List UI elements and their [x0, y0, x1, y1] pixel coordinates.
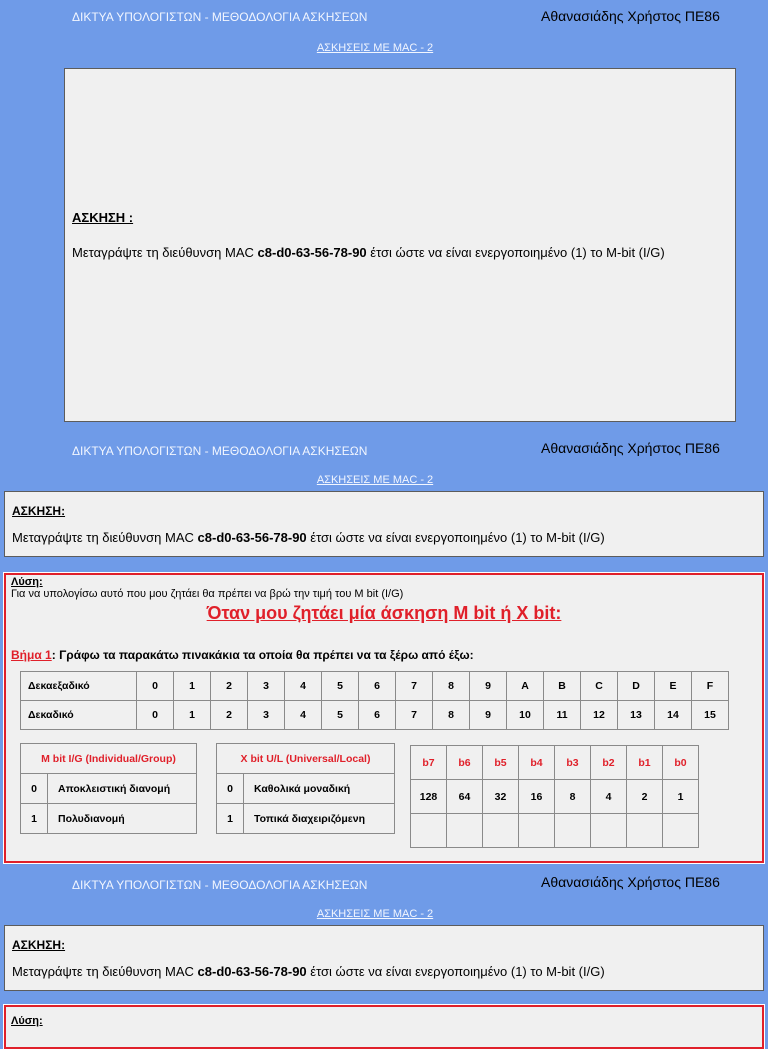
decimal-cell: 1 — [174, 701, 211, 730]
solution-label: Λύση: — [11, 1015, 43, 1027]
bit-weight: 4 — [591, 780, 627, 814]
bit-position: b5 — [483, 746, 519, 780]
course-title: ΔΙΚΤΥΑ ΥΠΟΛΟΓΙΣΤΩΝ - ΜΕΘΟΔΟΛΟΓΙΑ ΑΣΚΗΣΕΩΝ — [72, 444, 368, 458]
x-bit-meaning: Καθολικά μοναδική — [244, 774, 395, 804]
slide-1 — [0, 0, 768, 430]
m-bit-table — [20, 743, 197, 834]
mac-address: c8-d0-63-56-78-90 — [197, 964, 307, 979]
exercise-text-after: έτσι ώστε να είναι ενεργοποιημένο (1) το M-bit (I/G) — [306, 964, 605, 979]
slide-2 — [0, 432, 768, 866]
slide-subtitle: ΑΣΚΗΣΕΙΣ ΜΕ MAC - 2 — [316, 474, 434, 486]
author-name: Αθανασιάδης Χρήστος ΠΕ86 — [541, 874, 720, 890]
bit-position-row — [411, 746, 699, 780]
empty-cell — [555, 814, 591, 848]
solution-intro: Για να υπολογίσω αυτό που μου ζητάει θα πρέπει να βρώ την τιμή του M bit (I/G) — [11, 588, 404, 600]
bit-position: b6 — [447, 746, 483, 780]
empty-cell — [627, 814, 663, 848]
decimal-cell: 15 — [692, 701, 729, 730]
x-bit-value: 1 — [217, 804, 244, 834]
bit-weight: 2 — [627, 780, 663, 814]
bit-weight-table — [410, 745, 699, 848]
m-bit-meaning: Αποκλειστική διανομή — [48, 774, 197, 804]
m-bit-row — [21, 804, 197, 834]
solution-card — [4, 1005, 764, 1049]
hex-row-label: Δεκαεξαδικό — [21, 672, 137, 701]
decimal-row-label: Δεκαδικό — [21, 701, 137, 730]
x-bit-meaning: Τοπικά διαχειριζόμενη — [244, 804, 395, 834]
m-bit-value: 1 — [21, 804, 48, 834]
step-number: Βήμα 1 — [11, 648, 52, 662]
decimal-cell: 5 — [322, 701, 359, 730]
empty-cell — [483, 814, 519, 848]
step-1 — [11, 648, 474, 662]
hex-row — [21, 672, 729, 701]
slide-subtitle: ΑΣΚΗΣΕΙΣ ΜΕ MAC - 2 — [316, 908, 434, 920]
exercise-title: ΑΣΚΗΣΗ: — [12, 938, 66, 952]
decimal-cell: 14 — [655, 701, 692, 730]
exercise-text — [12, 530, 605, 545]
course-title: ΔΙΚΤΥΑ ΥΠΟΛΟΓΙΣΤΩΝ - ΜΕΘΟΔΟΛΟΓΙΑ ΑΣΚΗΣΕΩΝ — [72, 10, 368, 24]
m-bit-row — [21, 774, 197, 804]
author-name: Αθανασιάδης Χρήστος ΠΕ86 — [541, 440, 720, 456]
hex-cell: B — [544, 672, 581, 701]
x-bit-header-row — [217, 744, 395, 774]
bit-weight: 1 — [663, 780, 699, 814]
decimal-cell: 13 — [618, 701, 655, 730]
x-bit-value: 0 — [217, 774, 244, 804]
bit-weight-row — [411, 780, 699, 814]
exercise-card — [4, 491, 764, 557]
empty-cell — [447, 814, 483, 848]
bit-position: b1 — [627, 746, 663, 780]
exercise-card — [4, 925, 764, 991]
hex-cell: 5 — [322, 672, 359, 701]
decimal-cell: 3 — [248, 701, 285, 730]
m-bit-header-row — [21, 744, 197, 774]
bit-position: b0 — [663, 746, 699, 780]
exercise-title: ΑΣΚΗΣΗ : — [72, 210, 134, 225]
bit-weight: 128 — [411, 780, 447, 814]
slide-subtitle: ΑΣΚΗΣΕΙΣ ΜΕ MAC - 2 — [316, 42, 434, 54]
author-name: Αθανασιάδης Χρήστος ΠΕ86 — [541, 8, 720, 24]
exercise-text — [72, 244, 728, 261]
hex-cell: 9 — [470, 672, 507, 701]
exercise-card — [64, 68, 736, 422]
hex-cell: 7 — [396, 672, 433, 701]
decimal-cell: 11 — [544, 701, 581, 730]
empty-cell — [519, 814, 555, 848]
exercise-text — [12, 964, 605, 979]
x-bit-row — [217, 804, 395, 834]
solution-label: Λύση: — [11, 576, 43, 588]
bit-position: b4 — [519, 746, 555, 780]
hex-cell: C — [581, 672, 618, 701]
mac-address: c8-d0-63-56-78-90 — [197, 530, 307, 545]
hex-cell: 2 — [211, 672, 248, 701]
empty-cell — [411, 814, 447, 848]
bit-weight: 64 — [447, 780, 483, 814]
bit-weight: 32 — [483, 780, 519, 814]
hex-cell: 4 — [285, 672, 322, 701]
bit-position: b3 — [555, 746, 591, 780]
decimal-row — [21, 701, 729, 730]
x-bit-table — [216, 743, 395, 834]
decimal-cell: 0 — [137, 701, 174, 730]
exercise-title: ΑΣΚΗΣΗ: — [12, 504, 66, 518]
bit-position: b7 — [411, 746, 447, 780]
hex-cell: 3 — [248, 672, 285, 701]
decimal-cell: 4 — [285, 701, 322, 730]
decimal-cell: 2 — [211, 701, 248, 730]
decimal-cell: 6 — [359, 701, 396, 730]
exercise-text-after: έτσι ώστε να είναι ενεργοποιημένο (1) το M-bit (I/G) — [306, 530, 605, 545]
decimal-cell: 8 — [433, 701, 470, 730]
exercise-text-before: Μεταγράψτε τη διεύθυνση MAC — [12, 964, 198, 979]
course-title: ΔΙΚΤΥΑ ΥΠΟΛΟΓΙΣΤΩΝ - ΜΕΘΟΔΟΛΟΓΙΑ ΑΣΚΗΣΕΩΝ — [72, 878, 368, 892]
decimal-cell: 12 — [581, 701, 618, 730]
empty-cell — [591, 814, 627, 848]
m-bit-meaning: Πολυδιανομή — [48, 804, 197, 834]
hex-cell: D — [618, 672, 655, 701]
decimal-cell: 9 — [470, 701, 507, 730]
exercise-text-before: Μεταγράψτε τη διεύθυνση MAC — [12, 530, 198, 545]
step-text: : Γράφω τα παρακάτω πινακάκια τα οποία θα πρέπει να τα ξέρω από έξω: — [51, 648, 474, 662]
empty-cell — [663, 814, 699, 848]
solution-heading: Όταν μου ζητάει μία άσκηση M bit ή X bit: — [206, 603, 562, 623]
decimal-cell: 7 — [396, 701, 433, 730]
slide-3 — [0, 866, 768, 1027]
exercise-text-before: Μεταγράψτε τη διεύθυνση MAC — [72, 245, 258, 260]
m-bit-value: 0 — [21, 774, 48, 804]
m-bit-header: M bit I/G (Individual/Group) — [21, 744, 197, 774]
mac-address: c8-d0-63-56-78-90 — [257, 245, 367, 260]
hex-cell: 6 — [359, 672, 396, 701]
hex-cell: 8 — [433, 672, 470, 701]
bit-weight: 8 — [555, 780, 591, 814]
hex-decimal-table — [20, 671, 729, 730]
hex-cell: A — [507, 672, 544, 701]
bit-weight: 16 — [519, 780, 555, 814]
decimal-cell: 10 — [507, 701, 544, 730]
hex-cell: 1 — [174, 672, 211, 701]
solution-card — [4, 573, 764, 863]
x-bit-header: X bit U/L (Universal/Local) — [217, 744, 395, 774]
hex-cell: 0 — [137, 672, 174, 701]
bit-empty-row — [411, 814, 699, 848]
hex-cell: F — [692, 672, 729, 701]
hex-cell: E — [655, 672, 692, 701]
x-bit-row — [217, 774, 395, 804]
exercise-text-after: έτσι ώστε να είναι ενεργοποιημένο (1) το M-bit (I/G) — [366, 245, 665, 260]
bit-position: b2 — [591, 746, 627, 780]
